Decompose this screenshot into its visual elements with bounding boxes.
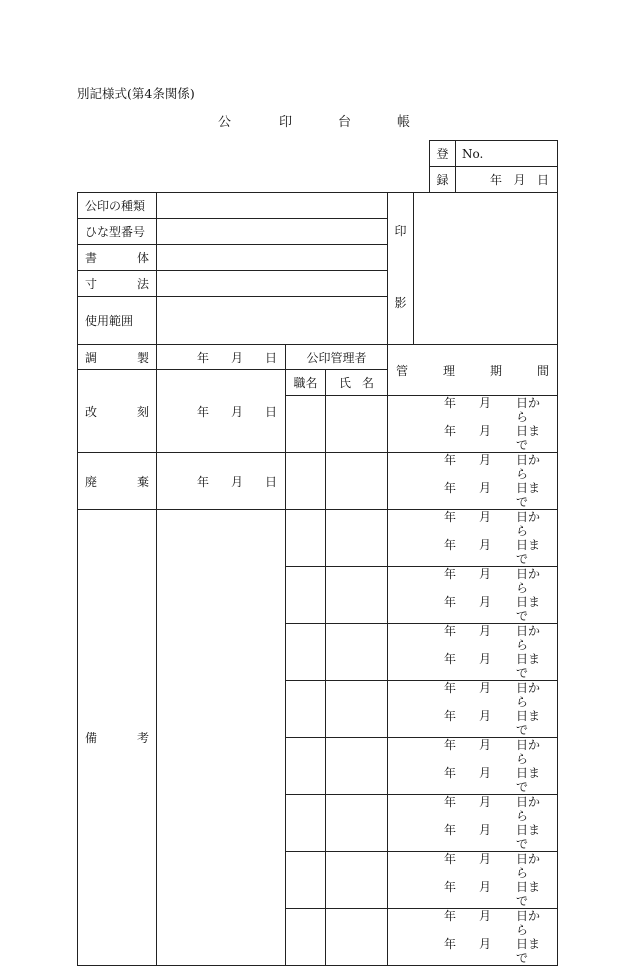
period_line-year-text: 年 bbox=[444, 481, 457, 495]
period_line-year-text: 年 bbox=[444, 652, 457, 666]
labels-size-1-text: 法 bbox=[136, 277, 149, 291]
registration-box bbox=[429, 140, 558, 193]
labels-period-2-text: 期 bbox=[489, 363, 502, 378]
labels-made-1-text: 製 bbox=[136, 350, 149, 365]
post-field[interactable] bbox=[286, 681, 326, 738]
period_line-month-text: 月 bbox=[479, 510, 492, 524]
post-field[interactable] bbox=[286, 738, 326, 795]
period_line-to-text: 日まで bbox=[515, 538, 540, 566]
period_line-from-text: 日から bbox=[515, 567, 540, 595]
ledger-table bbox=[77, 192, 558, 966]
period_line-from-text: 日から bbox=[515, 909, 540, 937]
labels-made-0-text: 調 bbox=[85, 350, 98, 365]
period_line-from-text: 日から bbox=[515, 738, 540, 766]
period-field[interactable] bbox=[388, 738, 558, 795]
period_line-month-text: 月 bbox=[479, 624, 492, 638]
period_line-year-text: 年 bbox=[444, 681, 457, 695]
post-field[interactable] bbox=[286, 567, 326, 624]
label-manager: 公印管理者 bbox=[286, 345, 388, 370]
labels-recarved-0-text: 改 bbox=[85, 404, 98, 419]
font-field[interactable] bbox=[157, 245, 388, 271]
period_line-month-text: 月 bbox=[479, 424, 492, 438]
name-field[interactable] bbox=[326, 396, 388, 453]
period_line-month-text: 月 bbox=[479, 795, 492, 809]
period_line-year-text: 年 bbox=[444, 624, 457, 638]
label-made bbox=[78, 345, 157, 370]
date-day-text: 日 bbox=[264, 474, 277, 489]
period_line-to-text: 日まで bbox=[515, 424, 540, 452]
title-char: 印 bbox=[279, 115, 293, 130]
period-field[interactable] bbox=[388, 453, 558, 510]
label-usage: 使用範囲 bbox=[78, 297, 157, 345]
period_line-month-text: 月 bbox=[479, 538, 492, 552]
period_line-from-text: 日から bbox=[515, 510, 540, 538]
reg-label-2: 録 bbox=[430, 167, 456, 193]
labels-remarks-0-text: 備 bbox=[85, 731, 98, 745]
period_line-month-text: 月 bbox=[479, 481, 492, 495]
period-field[interactable] bbox=[388, 681, 558, 738]
period_line-year-text: 年 bbox=[444, 424, 457, 438]
labels-size-0-text: 寸 bbox=[85, 277, 98, 291]
title-char: 台 bbox=[338, 115, 352, 130]
period_line-to-text: 日まで bbox=[515, 595, 540, 623]
period_line-from-text: 日から bbox=[515, 795, 540, 823]
name-field[interactable] bbox=[326, 681, 388, 738]
label-name bbox=[326, 370, 388, 396]
labels-period-0-text: 管 bbox=[396, 363, 409, 378]
period_line-year-text: 年 bbox=[444, 567, 457, 581]
row-kind bbox=[78, 193, 558, 219]
period_line-year-text: 年 bbox=[444, 538, 457, 552]
period-field[interactable] bbox=[388, 396, 558, 453]
period_line-month-text: 月 bbox=[479, 880, 492, 894]
date-month-text: 月 bbox=[230, 404, 243, 419]
period_line-month-text: 月 bbox=[479, 937, 492, 951]
period_line-month-text: 月 bbox=[479, 909, 492, 923]
title-char: 帳 bbox=[397, 115, 411, 130]
period_line-year-text: 年 bbox=[444, 396, 457, 410]
period_line-month-text: 月 bbox=[479, 766, 492, 780]
labels-name-1-text: 名 bbox=[362, 376, 375, 390]
period-field[interactable] bbox=[388, 510, 558, 567]
impression-field[interactable] bbox=[414, 193, 558, 345]
date-day-text: 日 bbox=[264, 350, 277, 365]
period_line-from-text: 日から bbox=[515, 624, 540, 652]
period_line-to-text: 日まで bbox=[515, 823, 540, 851]
label-remarks bbox=[78, 510, 157, 966]
period-row bbox=[78, 453, 558, 510]
model-field[interactable] bbox=[157, 219, 388, 245]
registration-date-day-text: 日 bbox=[536, 173, 549, 187]
period_line-from-text: 日から bbox=[515, 852, 540, 880]
period-field[interactable] bbox=[388, 909, 558, 966]
label-font bbox=[78, 245, 157, 271]
label-discarded bbox=[78, 453, 157, 510]
period_line-year-text: 年 bbox=[444, 852, 457, 866]
period_line-from-text: 日から bbox=[515, 396, 540, 424]
usage-field[interactable] bbox=[157, 297, 388, 345]
label-post: 職名 bbox=[286, 370, 326, 396]
recarved-date-field[interactable] bbox=[157, 370, 286, 453]
period_line-month-text: 月 bbox=[479, 823, 492, 837]
period_line-month-text: 月 bbox=[479, 852, 492, 866]
labels-font-0-text: 書 bbox=[85, 251, 98, 265]
name-field[interactable] bbox=[326, 510, 388, 567]
labels-remarks-1-text: 考 bbox=[136, 731, 149, 745]
period_line-month-text: 月 bbox=[479, 709, 492, 723]
post-field[interactable] bbox=[286, 624, 326, 681]
date-month-text: 月 bbox=[230, 474, 243, 489]
period_line-year-text: 年 bbox=[444, 795, 457, 809]
reg-label-1: 登 bbox=[430, 141, 456, 167]
row-made bbox=[78, 345, 558, 370]
title-char: 公 bbox=[218, 115, 232, 130]
period_line-from-text: 日から bbox=[515, 453, 540, 481]
period_line-to-text: 日まで bbox=[515, 709, 540, 737]
impression-label-cell bbox=[388, 193, 414, 345]
labels-font-1-text: 体 bbox=[136, 251, 149, 265]
date-day-text: 日 bbox=[264, 404, 277, 419]
post-field[interactable] bbox=[286, 453, 326, 510]
name-field[interactable] bbox=[326, 453, 388, 510]
period_line-month-text: 月 bbox=[479, 652, 492, 666]
period_line-year-text: 年 bbox=[444, 937, 457, 951]
labels-recarved-1-text: 刻 bbox=[136, 404, 149, 419]
date-year-text: 年 bbox=[197, 404, 210, 419]
post-field[interactable] bbox=[286, 909, 326, 966]
registration-date-year-text: 年 bbox=[490, 173, 503, 187]
labels-period-1-text: 理 bbox=[443, 363, 456, 378]
period_line-year-text: 年 bbox=[444, 909, 457, 923]
period_line-month-text: 月 bbox=[479, 396, 492, 410]
post-field[interactable] bbox=[286, 795, 326, 852]
label-model: ひな型番号 bbox=[78, 219, 157, 245]
label-recarved bbox=[78, 370, 157, 453]
date-year-text: 年 bbox=[197, 474, 210, 489]
name-field[interactable] bbox=[326, 738, 388, 795]
labels-discarded-1-text: 棄 bbox=[136, 474, 149, 489]
name-field[interactable] bbox=[326, 852, 388, 909]
labels-period-3-text: 間 bbox=[536, 363, 549, 378]
period_line-to-text: 日まで bbox=[515, 880, 540, 908]
name-field[interactable] bbox=[326, 909, 388, 966]
period_line-year-text: 年 bbox=[444, 880, 457, 894]
reg-no-field[interactable] bbox=[456, 141, 558, 167]
post-field[interactable] bbox=[286, 510, 326, 567]
period_line-to-text: 日まで bbox=[515, 652, 540, 680]
period_line-month-text: 月 bbox=[479, 567, 492, 581]
period_line-year-text: 年 bbox=[444, 738, 457, 752]
post-field[interactable] bbox=[286, 852, 326, 909]
period-field[interactable] bbox=[388, 795, 558, 852]
name-field[interactable] bbox=[326, 624, 388, 681]
period_line-year-text: 年 bbox=[444, 823, 457, 837]
period-row bbox=[78, 510, 558, 567]
period_line-month-text: 月 bbox=[479, 738, 492, 752]
date-month-text: 月 bbox=[230, 350, 243, 365]
period_line-to-text: 日まで bbox=[515, 481, 540, 509]
labels-name-0-text: 氏 bbox=[339, 376, 352, 390]
period-field[interactable] bbox=[388, 567, 558, 624]
period_line-month-text: 月 bbox=[479, 453, 492, 467]
period_line-year-text: 年 bbox=[444, 595, 457, 609]
discarded-date-field[interactable] bbox=[157, 453, 286, 510]
labels-impression-1-text: 影 bbox=[394, 296, 407, 310]
period_line-from-text: 日から bbox=[515, 681, 540, 709]
label-kind: 公印の種類 bbox=[78, 193, 157, 219]
form-header: 別記様式(第4条関係) bbox=[77, 86, 195, 101]
period_line-month-text: 月 bbox=[479, 681, 492, 695]
period_line-year-text: 年 bbox=[444, 453, 457, 467]
reg-no-label: No. bbox=[462, 146, 484, 161]
made-date-field[interactable] bbox=[157, 345, 286, 370]
labels-impression-0-text: 印 bbox=[394, 224, 407, 238]
date-year-text: 年 bbox=[197, 350, 210, 365]
registration-date-month-text: 月 bbox=[513, 173, 526, 187]
period_line-year-text: 年 bbox=[444, 510, 457, 524]
period_line-month-text: 月 bbox=[479, 595, 492, 609]
post-field[interactable] bbox=[286, 396, 326, 453]
remarks-field[interactable] bbox=[157, 510, 286, 966]
period-field[interactable] bbox=[388, 852, 558, 909]
name-field[interactable] bbox=[326, 795, 388, 852]
kind-field[interactable] bbox=[157, 193, 388, 219]
period_line-year-text: 年 bbox=[444, 766, 457, 780]
labels-discarded-0-text: 廃 bbox=[85, 474, 98, 489]
name-field[interactable] bbox=[326, 567, 388, 624]
label-period bbox=[388, 345, 558, 396]
label-size bbox=[78, 271, 157, 297]
size-field[interactable] bbox=[157, 271, 388, 297]
period-field[interactable] bbox=[388, 624, 558, 681]
period_line-to-text: 日まで bbox=[515, 937, 540, 965]
period_line-year-text: 年 bbox=[444, 709, 457, 723]
reg-date-field[interactable] bbox=[456, 167, 558, 193]
period_line-to-text: 日まで bbox=[515, 766, 540, 794]
